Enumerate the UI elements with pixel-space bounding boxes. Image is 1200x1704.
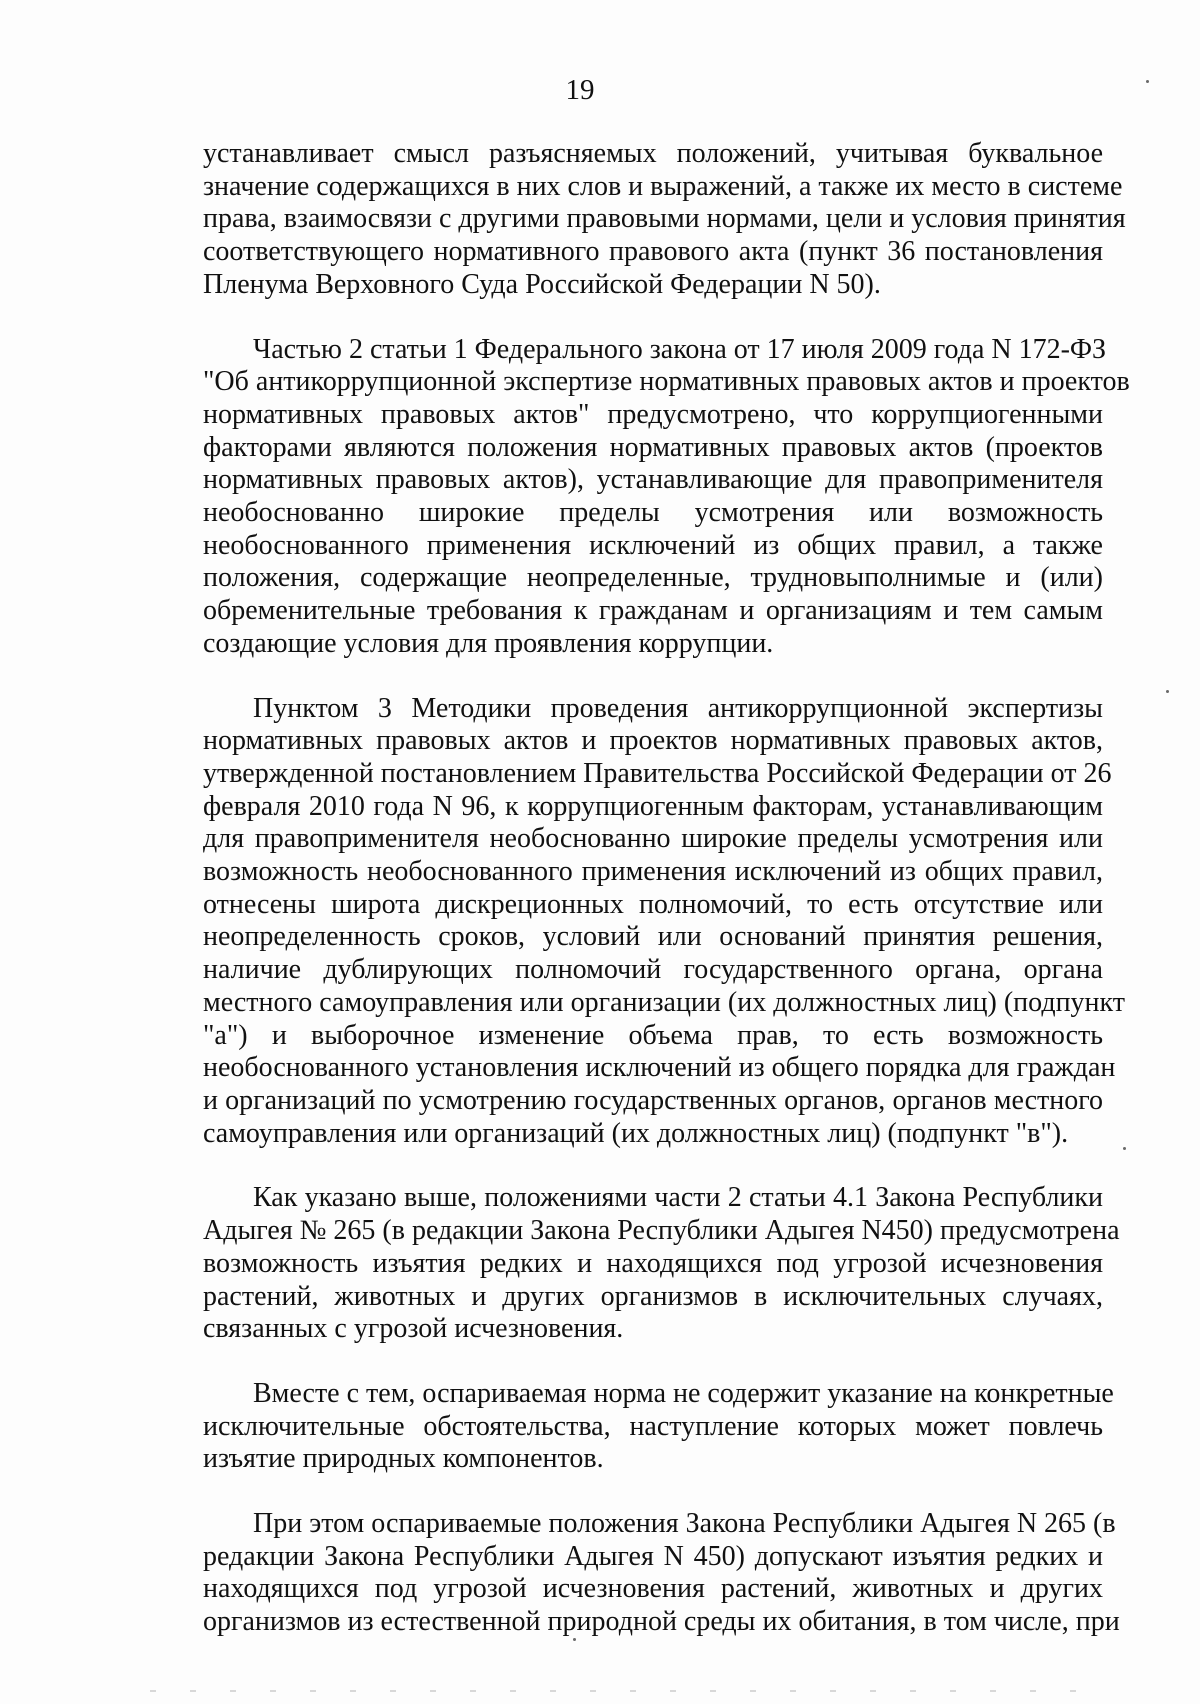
scan-edge-artifact bbox=[150, 1690, 1100, 1692]
text-line: права, взаимосвязи с другими правовыми нормами, цели и условия принятия bbox=[203, 203, 1126, 235]
text-line: отнесены широта дискреционных полномочий, то есть отсутствие или bbox=[203, 888, 1103, 920]
text-line: При этом оспариваемые положения Закона Республики Адыгея N 265 (в bbox=[253, 1508, 1116, 1540]
scan-speck bbox=[1146, 80, 1149, 83]
page-number: 19 bbox=[565, 74, 595, 106]
paragraph bbox=[203, 1182, 1120, 1346]
text-line: значение содержащихся в них слов и выражений, а также их место в системе bbox=[203, 170, 1123, 202]
text-line: возможность изъятия редких и находящихся под угрозой исчезновения bbox=[203, 1247, 1103, 1279]
text-line: редакции Закона Республики Адыгея N 450) допускают изъятия редких и bbox=[203, 1540, 1103, 1572]
text-line: положения, содержащие неопределенные, трудновыполнимые и (или) bbox=[203, 562, 1103, 594]
text-line: факторами являются положения нормативных правовых актов (проектов bbox=[203, 431, 1103, 463]
text-line: связанных с угрозой исчезновения. bbox=[203, 1313, 624, 1345]
text-line: февраля 2010 года N 96, к коррупциогенным факторам, устанавливающим bbox=[203, 790, 1103, 822]
paragraph bbox=[203, 692, 1126, 1151]
text-line: Как указано выше, положениями части 2 статьи 4.1 Закона Республики bbox=[253, 1182, 1103, 1214]
paragraph bbox=[203, 1508, 1120, 1639]
text-line: и организаций по усмотрению государственных органов, органов местного bbox=[203, 1084, 1103, 1116]
text-line: растений, животных и других организмов в исключительных случаях, bbox=[203, 1280, 1103, 1312]
text-line: Вместе с тем, оспариваемая норма не содержит указание на конкретные bbox=[253, 1377, 1114, 1409]
scan-speck bbox=[573, 1638, 576, 1641]
paragraph bbox=[203, 333, 1130, 661]
paragraph bbox=[203, 138, 1126, 302]
paragraph bbox=[203, 1377, 1114, 1476]
text-line: соответствующего нормативного правового акта (пункт 36 постановления bbox=[203, 236, 1103, 268]
text-line: нормативных правовых актов" предусмотрено, что коррупциогенными bbox=[203, 398, 1103, 430]
text-line: создающие условия для проявления коррупции. bbox=[203, 627, 774, 659]
document-body bbox=[203, 138, 1130, 1671]
text-line: "Об антикоррупционной экспертизе нормативных правовых актов и проектов bbox=[203, 366, 1130, 398]
text-line: для правоприменителя необоснованно широкие пределы усмотрения или bbox=[203, 823, 1103, 855]
text-line: необоснованного применения исключений из общих правил, а также bbox=[203, 529, 1103, 561]
text-line: исключительные обстоятельства, наступление которых может повлечь bbox=[203, 1410, 1103, 1442]
text-line: возможность необоснованного применения исключений из общих правил, bbox=[203, 856, 1103, 888]
text-line: утвержденной постановлением Правительства Российской Федерации от 26 bbox=[203, 757, 1112, 789]
text-line: нормативных правовых актов), устанавливающие для правоприменителя bbox=[203, 464, 1103, 496]
scan-speck bbox=[1123, 1147, 1126, 1150]
text-line: организмов из естественной природной среды их обитания, в том числе, при bbox=[203, 1606, 1120, 1638]
text-line: наличие дублирующих полномочий государственного органа, органа bbox=[203, 954, 1103, 986]
text-line: изъятие природных компонентов. bbox=[203, 1443, 604, 1475]
text-line: нормативных правовых актов и проектов нормативных правовых актов, bbox=[203, 725, 1103, 757]
text-line: Пленума Верховного Суда Российской Федерации N 50). bbox=[203, 268, 881, 300]
text-line: неопределенность сроков, условий или оснований принятия решения, bbox=[203, 921, 1103, 953]
text-line: обременительные требования к гражданам и организациям и тем самым bbox=[203, 595, 1103, 627]
text-line: Адыгея № 265 (в редакции Закона Республики Адыгея N450) предусмотрена bbox=[203, 1215, 1120, 1247]
text-line: "а") и выборочное изменение объема прав, то есть возможность bbox=[203, 1019, 1103, 1051]
text-line: Пунктом 3 Методики проведения антикоррупционной экспертизы bbox=[253, 692, 1103, 724]
text-line: устанавливает смысл разъясняемых положений, учитывая буквальное bbox=[203, 138, 1103, 169]
text-line: местного самоуправления или организации (их должностных лиц) (подпункт bbox=[203, 986, 1126, 1018]
text-line: находящихся под угрозой исчезновения растений, животных и других bbox=[203, 1573, 1103, 1605]
scan-speck bbox=[1166, 690, 1169, 693]
text-line: необоснованного установления исключений из общего порядка для граждан bbox=[203, 1052, 1116, 1084]
text-line: Частью 2 статьи 1 Федерального закона от 17 июля 2009 года N 172-ФЗ bbox=[253, 333, 1107, 365]
text-line: самоуправления или организаций (их должностных лиц) (подпункт "в"). bbox=[203, 1117, 1069, 1149]
text-line: необоснованно широкие пределы усмотрения или возможность bbox=[203, 497, 1103, 529]
